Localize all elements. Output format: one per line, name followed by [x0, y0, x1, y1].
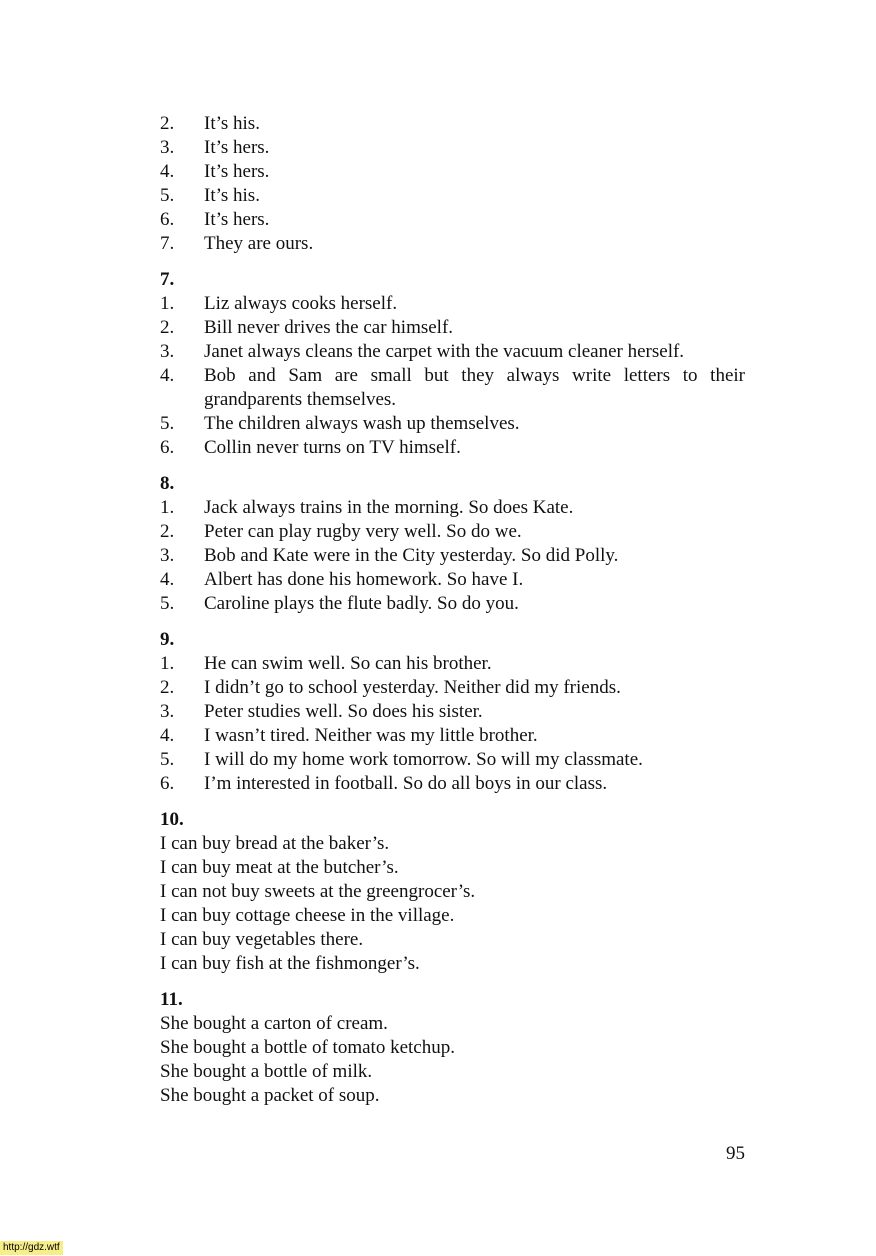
section-8: [160, 472, 745, 616]
item-number: 5.: [160, 185, 175, 206]
list-item: [160, 208, 745, 232]
item-number: 6.: [160, 773, 175, 794]
item-number: 3.: [160, 545, 175, 566]
item-number: 2.: [160, 521, 175, 542]
section-top-list: [160, 112, 745, 256]
item-number: 4.: [160, 161, 175, 182]
item-text: I wasn’t tired. Neither was my little brother.: [204, 725, 538, 746]
section-heading: 9.: [160, 629, 175, 650]
item-number: 3.: [160, 701, 175, 722]
item-text: Liz always cooks herself.: [204, 293, 398, 314]
list-item: [160, 340, 745, 364]
text-line: She bought a carton of cream.: [160, 1013, 388, 1034]
section-10: [160, 808, 745, 976]
item-text: It’s hers.: [204, 137, 270, 158]
item-text: Peter studies well. So does his sister.: [204, 701, 483, 722]
item-text: It’s hers.: [204, 161, 270, 182]
list-item: [160, 364, 745, 412]
list-item: [160, 292, 745, 316]
text-line: I can buy vegetables there.: [160, 929, 364, 950]
item-number: 7.: [160, 233, 175, 254]
item-text: It’s his.: [204, 113, 260, 134]
item-number: 3.: [160, 341, 175, 362]
item-number: 1.: [160, 653, 175, 674]
list-item: [160, 136, 745, 160]
list-item: [160, 184, 745, 208]
item-number: 3.: [160, 137, 175, 158]
item-text: Jack always trains in the morning. So does Kate.: [204, 497, 574, 518]
item-text: He can swim well. So can his brother.: [204, 653, 492, 674]
item-number: 2.: [160, 677, 175, 698]
section-heading: 8.: [160, 473, 175, 494]
list-item: [160, 592, 745, 616]
text-line: I can buy meat at the butcher’s.: [160, 857, 399, 878]
item-text: I will do my home work tomorrow. So will my classmate.: [204, 749, 643, 770]
item-text: The children always wash up themselves.: [204, 413, 520, 434]
item-text: I’m interested in football. So do all boys in our class.: [204, 773, 608, 794]
item-number: 5.: [160, 593, 175, 614]
list-item: [160, 568, 745, 592]
text-line: She bought a bottle of tomato ketchup.: [160, 1037, 455, 1058]
list-item: [160, 652, 745, 676]
list-item: [160, 496, 745, 520]
item-text: Caroline plays the flute badly. So do you.: [204, 593, 519, 614]
item-number: 4.: [160, 725, 175, 746]
item-number: 4.: [160, 365, 175, 386]
text-line: I can buy cottage cheese in the village.: [160, 905, 455, 926]
list-item: [160, 232, 745, 256]
list-item: [160, 544, 745, 568]
text-line: She bought a bottle of milk.: [160, 1061, 373, 1082]
list-item: [160, 676, 745, 700]
item-text: They are ours.: [204, 233, 314, 254]
page-number: 95: [726, 1143, 745, 1164]
item-number: 4.: [160, 569, 175, 590]
list-item: [160, 112, 745, 136]
item-number: 2.: [160, 317, 175, 338]
item-text: Bill never drives the car himself.: [204, 317, 454, 338]
item-text: Bob and Sam are small but they always write letters to their grandparents themselves.: [204, 365, 745, 410]
item-text: Bob and Kate were in the City yesterday. So did Polly.: [204, 545, 619, 566]
text-line: I can buy fish at the fishmonger’s.: [160, 953, 420, 974]
item-number: 6.: [160, 437, 175, 458]
list-item: [160, 160, 745, 184]
section-7: [160, 268, 745, 460]
item-text: Peter can play rugby very well. So do we.: [204, 521, 522, 542]
list-item: [160, 772, 745, 796]
list-item: [160, 316, 745, 340]
item-text: It’s hers.: [204, 209, 270, 230]
list-item: [160, 412, 745, 436]
item-number: 5.: [160, 749, 175, 770]
text-line: I can buy bread at the baker’s.: [160, 833, 390, 854]
section-heading: 10.: [160, 809, 184, 830]
text-line: She bought a packet of soup.: [160, 1085, 380, 1106]
section-heading: 7.: [160, 269, 175, 290]
item-text: I didn’t go to school yesterday. Neither did my friends.: [204, 677, 621, 698]
list-item: [160, 724, 745, 748]
list-item: [160, 700, 745, 724]
text-line: I can not buy sweets at the greengrocer’s.: [160, 881, 476, 902]
item-text: Janet always cleans the carpet with the vacuum cleaner herself.: [204, 341, 685, 362]
section-9: [160, 628, 745, 796]
item-text: It’s his.: [204, 185, 260, 206]
item-text: Collin never turns on TV himself.: [204, 437, 461, 458]
item-text: Albert has done his homework. So have I.: [204, 569, 524, 590]
section-heading: 11.: [160, 989, 183, 1010]
list-item: [160, 748, 745, 772]
section-11: [160, 988, 745, 1108]
item-number: 1.: [160, 293, 175, 314]
watermark-link[interactable]: http://gdz.wtf: [0, 1241, 63, 1255]
list-item: [160, 520, 745, 544]
list-item: [160, 436, 745, 460]
item-number: 6.: [160, 209, 175, 230]
item-number: 1.: [160, 497, 175, 518]
item-number: 2.: [160, 113, 175, 134]
page-content: [160, 112, 745, 1120]
item-number: 5.: [160, 413, 175, 434]
